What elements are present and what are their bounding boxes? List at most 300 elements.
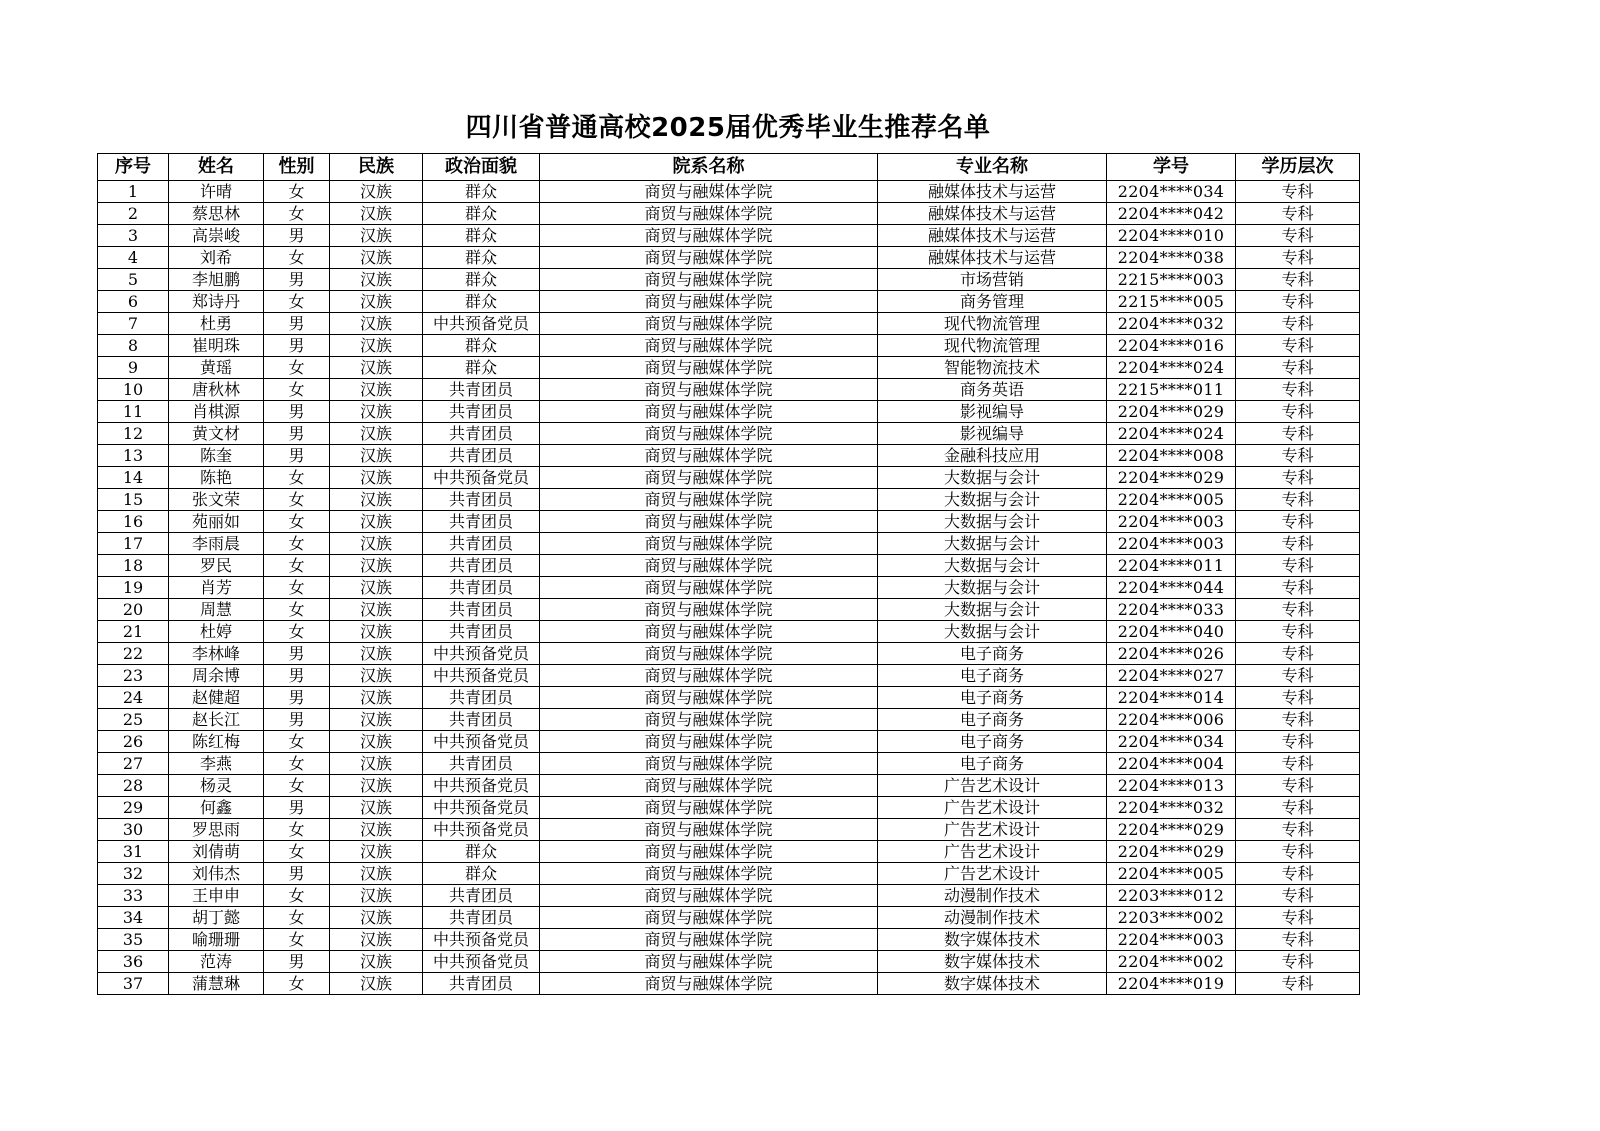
cell-major: 金融科技应用 <box>878 445 1107 467</box>
cell-ethnicity: 汉族 <box>330 357 423 379</box>
cell-name: 陈红梅 <box>169 731 264 753</box>
cell-name: 刘倩萌 <box>169 841 264 863</box>
cell-index: 11 <box>98 401 169 423</box>
cell-education-level: 专科 <box>1236 313 1360 335</box>
cell-ethnicity: 汉族 <box>330 621 423 643</box>
cell-student-id: 2204****029 <box>1107 401 1236 423</box>
cell-student-id: 2204****008 <box>1107 445 1236 467</box>
cell-political-status: 共青团员 <box>423 753 540 775</box>
cell-name: 胡丁懿 <box>169 907 264 929</box>
cell-department: 商贸与融媒体学院 <box>540 357 878 379</box>
cell-gender: 女 <box>264 247 330 269</box>
cell-name: 黄文材 <box>169 423 264 445</box>
cell-political-status: 共青团员 <box>423 599 540 621</box>
cell-ethnicity: 汉族 <box>330 885 423 907</box>
cell-ethnicity: 汉族 <box>330 951 423 973</box>
cell-name: 罗思雨 <box>169 819 264 841</box>
cell-gender: 女 <box>264 775 330 797</box>
table-row <box>98 665 1360 687</box>
cell-gender: 女 <box>264 379 330 401</box>
cell-index: 26 <box>98 731 169 753</box>
cell-department: 商贸与融媒体学院 <box>540 247 878 269</box>
cell-ethnicity: 汉族 <box>330 423 423 445</box>
cell-major: 大数据与会计 <box>878 621 1107 643</box>
cell-index: 23 <box>98 665 169 687</box>
cell-education-level: 专科 <box>1236 797 1360 819</box>
cell-education-level: 专科 <box>1236 885 1360 907</box>
table-row <box>98 819 1360 841</box>
cell-ethnicity: 汉族 <box>330 753 423 775</box>
cell-education-level: 专科 <box>1236 533 1360 555</box>
table-row <box>98 863 1360 885</box>
cell-student-id: 2204****013 <box>1107 775 1236 797</box>
table-row <box>98 577 1360 599</box>
cell-political-status: 共青团员 <box>423 907 540 929</box>
cell-gender: 女 <box>264 511 330 533</box>
cell-student-id: 2204****005 <box>1107 489 1236 511</box>
cell-political-status: 群众 <box>423 357 540 379</box>
cell-student-id: 2204****010 <box>1107 225 1236 247</box>
cell-name: 肖芳 <box>169 577 264 599</box>
table-row <box>98 775 1360 797</box>
cell-student-id: 2204****024 <box>1107 423 1236 445</box>
cell-major: 影视编导 <box>878 401 1107 423</box>
cell-index: 1 <box>98 181 169 203</box>
cell-index: 27 <box>98 753 169 775</box>
cell-political-status: 共青团员 <box>423 423 540 445</box>
cell-name: 唐秋林 <box>169 379 264 401</box>
cell-department: 商贸与融媒体学院 <box>540 489 878 511</box>
table-row <box>98 731 1360 753</box>
cell-gender: 女 <box>264 621 330 643</box>
cell-student-id: 2204****032 <box>1107 797 1236 819</box>
cell-political-status: 中共预备党员 <box>423 665 540 687</box>
cell-department: 商贸与融媒体学院 <box>540 181 878 203</box>
cell-ethnicity: 汉族 <box>330 225 423 247</box>
cell-major: 广告艺术设计 <box>878 797 1107 819</box>
table-header-row <box>98 154 1360 181</box>
cell-gender: 女 <box>264 599 330 621</box>
cell-department: 商贸与融媒体学院 <box>540 973 878 995</box>
cell-major: 大数据与会计 <box>878 489 1107 511</box>
cell-ethnicity: 汉族 <box>330 445 423 467</box>
cell-department: 商贸与融媒体学院 <box>540 951 878 973</box>
cell-index: 17 <box>98 533 169 555</box>
cell-major: 广告艺术设计 <box>878 841 1107 863</box>
cell-gender: 男 <box>264 709 330 731</box>
cell-gender: 女 <box>264 203 330 225</box>
cell-department: 商贸与融媒体学院 <box>540 709 878 731</box>
cell-gender: 女 <box>264 533 330 555</box>
cell-gender: 女 <box>264 753 330 775</box>
table-row <box>98 533 1360 555</box>
cell-department: 商贸与融媒体学院 <box>540 379 878 401</box>
cell-ethnicity: 汉族 <box>330 841 423 863</box>
cell-education-level: 专科 <box>1236 775 1360 797</box>
table-row <box>98 599 1360 621</box>
cell-department: 商贸与融媒体学院 <box>540 599 878 621</box>
cell-gender: 男 <box>264 335 330 357</box>
cell-political-status: 中共预备党员 <box>423 731 540 753</box>
cell-major: 广告艺术设计 <box>878 863 1107 885</box>
cell-student-id: 2204****016 <box>1107 335 1236 357</box>
cell-ethnicity: 汉族 <box>330 291 423 313</box>
cell-gender: 女 <box>264 841 330 863</box>
table-row <box>98 423 1360 445</box>
cell-department: 商贸与融媒体学院 <box>540 401 878 423</box>
cell-ethnicity: 汉族 <box>330 731 423 753</box>
cell-student-id: 2204****019 <box>1107 973 1236 995</box>
cell-education-level: 专科 <box>1236 599 1360 621</box>
cell-student-id: 2204****005 <box>1107 863 1236 885</box>
cell-education-level: 专科 <box>1236 203 1360 225</box>
cell-major: 大数据与会计 <box>878 555 1107 577</box>
cell-name: 李燕 <box>169 753 264 775</box>
cell-education-level: 专科 <box>1236 731 1360 753</box>
cell-gender: 男 <box>264 269 330 291</box>
cell-student-id: 2203****002 <box>1107 907 1236 929</box>
header-education-level: 学历层次 <box>1236 154 1360 181</box>
cell-student-id: 2215****011 <box>1107 379 1236 401</box>
cell-major: 商务英语 <box>878 379 1107 401</box>
cell-student-id: 2204****003 <box>1107 929 1236 951</box>
cell-name: 许晴 <box>169 181 264 203</box>
cell-gender: 女 <box>264 291 330 313</box>
cell-major: 融媒体技术与运营 <box>878 181 1107 203</box>
cell-student-id: 2204****006 <box>1107 709 1236 731</box>
cell-gender: 女 <box>264 181 330 203</box>
cell-major: 动漫制作技术 <box>878 907 1107 929</box>
cell-student-id: 2204****029 <box>1107 467 1236 489</box>
cell-index: 8 <box>98 335 169 357</box>
table-body <box>98 181 1360 995</box>
cell-index: 33 <box>98 885 169 907</box>
cell-student-id: 2203****012 <box>1107 885 1236 907</box>
header-department: 院系名称 <box>540 154 878 181</box>
cell-education-level: 专科 <box>1236 423 1360 445</box>
cell-education-level: 专科 <box>1236 577 1360 599</box>
cell-department: 商贸与融媒体学院 <box>540 775 878 797</box>
cell-major: 数字媒体技术 <box>878 951 1107 973</box>
cell-political-status: 共青团员 <box>423 401 540 423</box>
cell-index: 9 <box>98 357 169 379</box>
table-row <box>98 555 1360 577</box>
cell-gender: 女 <box>264 357 330 379</box>
cell-ethnicity: 汉族 <box>330 379 423 401</box>
cell-gender: 男 <box>264 225 330 247</box>
cell-name: 李旭鹏 <box>169 269 264 291</box>
cell-education-level: 专科 <box>1236 863 1360 885</box>
cell-department: 商贸与融媒体学院 <box>540 467 878 489</box>
cell-ethnicity: 汉族 <box>330 973 423 995</box>
cell-ethnicity: 汉族 <box>330 775 423 797</box>
cell-ethnicity: 汉族 <box>330 687 423 709</box>
cell-gender: 男 <box>264 665 330 687</box>
cell-index: 34 <box>98 907 169 929</box>
table-row <box>98 269 1360 291</box>
cell-index: 30 <box>98 819 169 841</box>
cell-education-level: 专科 <box>1236 357 1360 379</box>
cell-ethnicity: 汉族 <box>330 819 423 841</box>
cell-department: 商贸与融媒体学院 <box>540 753 878 775</box>
cell-name: 高崇峻 <box>169 225 264 247</box>
cell-education-level: 专科 <box>1236 379 1360 401</box>
cell-index: 14 <box>98 467 169 489</box>
cell-education-level: 专科 <box>1236 269 1360 291</box>
cell-ethnicity: 汉族 <box>330 797 423 819</box>
cell-department: 商贸与融媒体学院 <box>540 731 878 753</box>
cell-gender: 女 <box>264 973 330 995</box>
cell-gender: 男 <box>264 951 330 973</box>
table-row <box>98 907 1360 929</box>
cell-major: 数字媒体技术 <box>878 973 1107 995</box>
document-title: 四川省普通高校2025届优秀毕业生推荐名单 <box>465 113 991 143</box>
cell-gender: 女 <box>264 555 330 577</box>
cell-index: 31 <box>98 841 169 863</box>
cell-gender: 男 <box>264 687 330 709</box>
header-gender: 性别 <box>264 154 330 181</box>
cell-political-status: 群众 <box>423 225 540 247</box>
cell-education-level: 专科 <box>1236 247 1360 269</box>
cell-political-status: 群众 <box>423 335 540 357</box>
cell-political-status: 群众 <box>423 181 540 203</box>
cell-education-level: 专科 <box>1236 951 1360 973</box>
cell-major: 广告艺术设计 <box>878 775 1107 797</box>
cell-ethnicity: 汉族 <box>330 533 423 555</box>
table-row <box>98 401 1360 423</box>
table-row <box>98 247 1360 269</box>
cell-major: 智能物流技术 <box>878 357 1107 379</box>
cell-name: 陈奎 <box>169 445 264 467</box>
table-row <box>98 621 1360 643</box>
cell-department: 商贸与融媒体学院 <box>540 819 878 841</box>
cell-political-status: 共青团员 <box>423 533 540 555</box>
cell-gender: 女 <box>264 467 330 489</box>
cell-student-id: 2204****011 <box>1107 555 1236 577</box>
cell-department: 商贸与融媒体学院 <box>540 863 878 885</box>
cell-department: 商贸与融媒体学院 <box>540 269 878 291</box>
table-row <box>98 951 1360 973</box>
cell-political-status: 共青团员 <box>423 489 540 511</box>
cell-gender: 女 <box>264 885 330 907</box>
header-name: 姓名 <box>169 154 264 181</box>
cell-political-status: 中共预备党员 <box>423 797 540 819</box>
cell-index: 3 <box>98 225 169 247</box>
cell-political-status: 共青团员 <box>423 973 540 995</box>
cell-political-status: 共青团员 <box>423 379 540 401</box>
cell-major: 商务管理 <box>878 291 1107 313</box>
cell-education-level: 专科 <box>1236 819 1360 841</box>
cell-ethnicity: 汉族 <box>330 181 423 203</box>
cell-political-status: 共青团员 <box>423 511 540 533</box>
cell-name: 周慧 <box>169 599 264 621</box>
cell-index: 32 <box>98 863 169 885</box>
cell-political-status: 中共预备党员 <box>423 313 540 335</box>
cell-major: 大数据与会计 <box>878 511 1107 533</box>
cell-name: 黄瑶 <box>169 357 264 379</box>
cell-political-status: 共青团员 <box>423 577 540 599</box>
cell-major: 现代物流管理 <box>878 335 1107 357</box>
table-row <box>98 335 1360 357</box>
table-row <box>98 841 1360 863</box>
table-row <box>98 797 1360 819</box>
cell-student-id: 2204****024 <box>1107 357 1236 379</box>
cell-name: 罗民 <box>169 555 264 577</box>
cell-political-status: 群众 <box>423 841 540 863</box>
cell-education-level: 专科 <box>1236 973 1360 995</box>
cell-education-level: 专科 <box>1236 687 1360 709</box>
cell-name: 张文荣 <box>169 489 264 511</box>
cell-political-status: 群众 <box>423 247 540 269</box>
cell-major: 电子商务 <box>878 643 1107 665</box>
cell-department: 商贸与融媒体学院 <box>540 555 878 577</box>
cell-ethnicity: 汉族 <box>330 313 423 335</box>
cell-name: 范涛 <box>169 951 264 973</box>
cell-major: 广告艺术设计 <box>878 819 1107 841</box>
cell-department: 商贸与融媒体学院 <box>540 423 878 445</box>
cell-education-level: 专科 <box>1236 643 1360 665</box>
cell-major: 电子商务 <box>878 753 1107 775</box>
cell-student-id: 2204****003 <box>1107 533 1236 555</box>
cell-student-id: 2215****003 <box>1107 269 1236 291</box>
cell-name: 崔明珠 <box>169 335 264 357</box>
cell-index: 37 <box>98 973 169 995</box>
cell-department: 商贸与融媒体学院 <box>540 643 878 665</box>
table-row <box>98 357 1360 379</box>
table-row <box>98 929 1360 951</box>
cell-ethnicity: 汉族 <box>330 555 423 577</box>
cell-gender: 男 <box>264 401 330 423</box>
cell-education-level: 专科 <box>1236 621 1360 643</box>
cell-gender: 男 <box>264 445 330 467</box>
cell-index: 36 <box>98 951 169 973</box>
cell-student-id: 2204****026 <box>1107 643 1236 665</box>
cell-political-status: 中共预备党员 <box>423 951 540 973</box>
cell-political-status: 共青团员 <box>423 687 540 709</box>
cell-major: 数字媒体技术 <box>878 929 1107 951</box>
cell-education-level: 专科 <box>1236 489 1360 511</box>
cell-ethnicity: 汉族 <box>330 511 423 533</box>
cell-department: 商贸与融媒体学院 <box>540 225 878 247</box>
cell-name: 苑丽如 <box>169 511 264 533</box>
header-student-id: 学号 <box>1107 154 1236 181</box>
cell-index: 35 <box>98 929 169 951</box>
cell-gender: 女 <box>264 577 330 599</box>
cell-index: 25 <box>98 709 169 731</box>
table-row <box>98 885 1360 907</box>
cell-political-status: 群众 <box>423 269 540 291</box>
cell-index: 5 <box>98 269 169 291</box>
cell-name: 何鑫 <box>169 797 264 819</box>
cell-gender: 男 <box>264 313 330 335</box>
cell-major: 电子商务 <box>878 665 1107 687</box>
cell-political-status: 共青团员 <box>423 555 540 577</box>
cell-ethnicity: 汉族 <box>330 643 423 665</box>
recommendation-table <box>97 153 1360 995</box>
cell-student-id: 2204****038 <box>1107 247 1236 269</box>
cell-student-id: 2204****002 <box>1107 951 1236 973</box>
cell-education-level: 专科 <box>1236 335 1360 357</box>
cell-student-id: 2204****029 <box>1107 819 1236 841</box>
cell-name: 李林峰 <box>169 643 264 665</box>
cell-index: 19 <box>98 577 169 599</box>
cell-name: 赵健超 <box>169 687 264 709</box>
cell-education-level: 专科 <box>1236 709 1360 731</box>
table-row <box>98 489 1360 511</box>
cell-major: 大数据与会计 <box>878 599 1107 621</box>
table-row <box>98 291 1360 313</box>
cell-political-status: 中共预备党员 <box>423 819 540 841</box>
cell-index: 22 <box>98 643 169 665</box>
table-row <box>98 973 1360 995</box>
cell-department: 商贸与融媒体学院 <box>540 797 878 819</box>
cell-index: 10 <box>98 379 169 401</box>
cell-department: 商贸与融媒体学院 <box>540 335 878 357</box>
cell-gender: 女 <box>264 489 330 511</box>
cell-gender: 男 <box>264 643 330 665</box>
header-major: 专业名称 <box>878 154 1107 181</box>
cell-name: 王申申 <box>169 885 264 907</box>
table-row <box>98 203 1360 225</box>
cell-department: 商贸与融媒体学院 <box>540 929 878 951</box>
cell-student-id: 2204****034 <box>1107 181 1236 203</box>
cell-major: 融媒体技术与运营 <box>878 203 1107 225</box>
cell-major: 大数据与会计 <box>878 467 1107 489</box>
cell-political-status: 中共预备党员 <box>423 775 540 797</box>
cell-student-id: 2215****005 <box>1107 291 1236 313</box>
cell-major: 市场营销 <box>878 269 1107 291</box>
cell-education-level: 专科 <box>1236 907 1360 929</box>
cell-gender: 女 <box>264 907 330 929</box>
cell-major: 电子商务 <box>878 709 1107 731</box>
cell-department: 商贸与融媒体学院 <box>540 841 878 863</box>
cell-ethnicity: 汉族 <box>330 907 423 929</box>
cell-name: 蒲慧琳 <box>169 973 264 995</box>
cell-index: 15 <box>98 489 169 511</box>
cell-ethnicity: 汉族 <box>330 665 423 687</box>
cell-education-level: 专科 <box>1236 291 1360 313</box>
cell-department: 商贸与融媒体学院 <box>540 291 878 313</box>
table-row <box>98 687 1360 709</box>
cell-political-status: 中共预备党员 <box>423 467 540 489</box>
cell-education-level: 专科 <box>1236 445 1360 467</box>
cell-name: 蔡思林 <box>169 203 264 225</box>
cell-index: 7 <box>98 313 169 335</box>
cell-education-level: 专科 <box>1236 555 1360 577</box>
cell-department: 商贸与融媒体学院 <box>540 511 878 533</box>
cell-name: 杜婷 <box>169 621 264 643</box>
cell-index: 16 <box>98 511 169 533</box>
cell-ethnicity: 汉族 <box>330 269 423 291</box>
cell-student-id: 2204****032 <box>1107 313 1236 335</box>
cell-education-level: 专科 <box>1236 181 1360 203</box>
cell-index: 29 <box>98 797 169 819</box>
table-row <box>98 225 1360 247</box>
cell-name: 喻珊珊 <box>169 929 264 951</box>
cell-department: 商贸与融媒体学院 <box>540 445 878 467</box>
cell-student-id: 2204****004 <box>1107 753 1236 775</box>
table-row <box>98 511 1360 533</box>
cell-name: 周余博 <box>169 665 264 687</box>
cell-name: 郑诗丹 <box>169 291 264 313</box>
cell-index: 28 <box>98 775 169 797</box>
cell-index: 18 <box>98 555 169 577</box>
cell-political-status: 中共预备党员 <box>423 643 540 665</box>
cell-department: 商贸与融媒体学院 <box>540 577 878 599</box>
cell-major: 动漫制作技术 <box>878 885 1107 907</box>
cell-major: 电子商务 <box>878 731 1107 753</box>
cell-department: 商贸与融媒体学院 <box>540 313 878 335</box>
